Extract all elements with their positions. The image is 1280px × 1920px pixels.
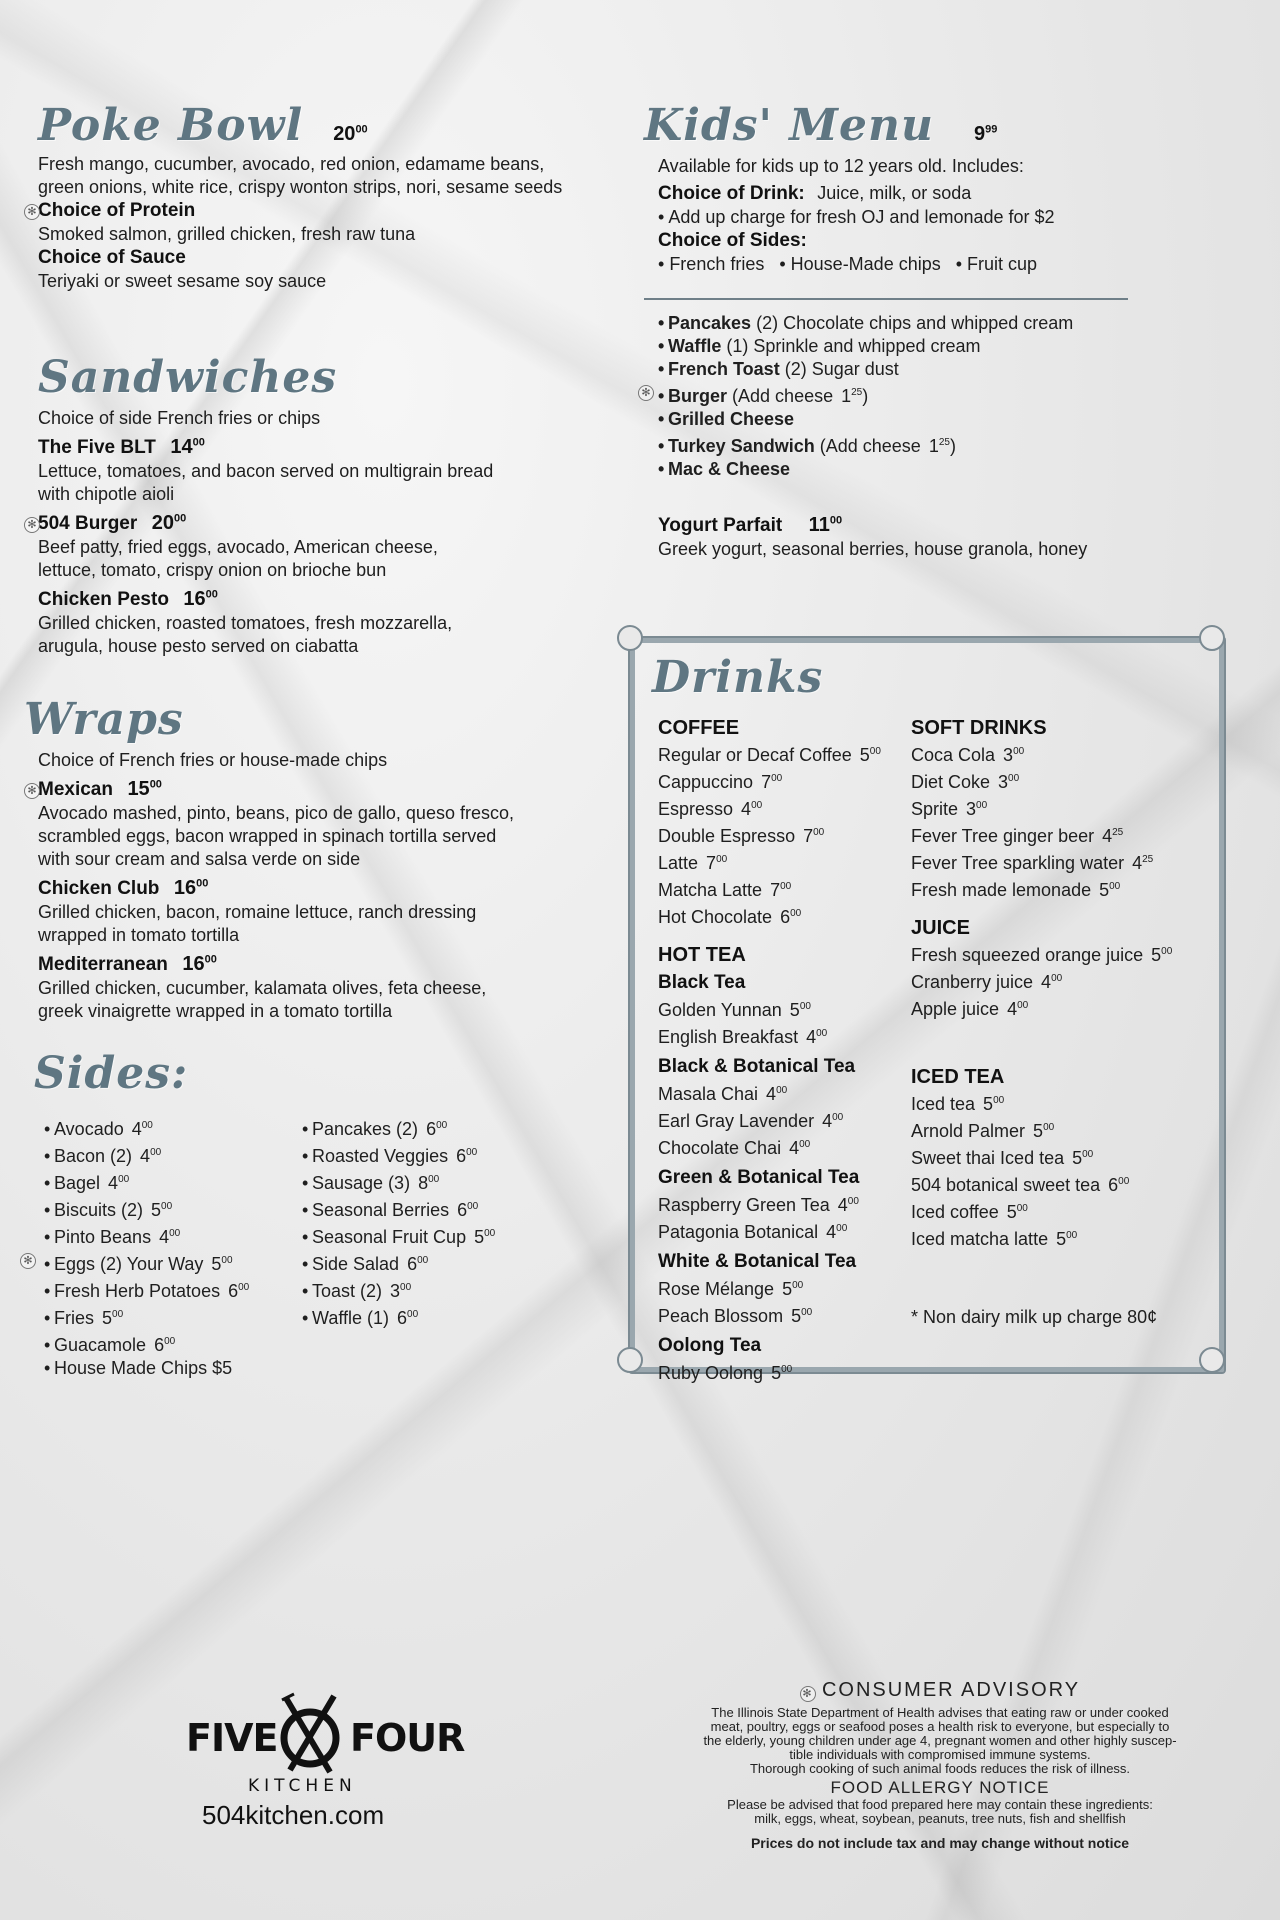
drink-item <box>658 740 908 767</box>
poke-sauce-text: Teriyaki or sweet sesame soy sauce <box>38 271 327 291</box>
drink-name: 504 botanical sweet tea <box>911 1175 1101 1195</box>
item-name: Yogurt Parfait <box>658 515 783 536</box>
item-desc: Greek yogurt, seasonal berries, house granola, honey <box>658 539 1088 559</box>
drink-item <box>658 1133 908 1160</box>
prices-note: Prices do not include tax and may change without notice <box>750 1835 1130 1851</box>
kids-item-desc: (Add cheese <box>732 386 834 406</box>
asterisk-circle-icon: ✻ <box>24 517 40 533</box>
advisory-line: The Illinois State Department of Health advises that eating raw or under cooked <box>711 1705 1169 1720</box>
drink-name: Chocolate Chai <box>658 1138 782 1158</box>
side-item: • Seasonal Fruit Cup $5^{00}$ <box>302 1227 496 1247</box>
drink-item <box>658 794 908 821</box>
item-price: $5^{00}$ <box>211 1254 233 1274</box>
item-desc: Beef patty, fried eggs, avocado, American cheese, <box>38 537 438 557</box>
item-price: $16^{00}$ <box>173 877 209 899</box>
item-desc: lettuce, tomato, crispy onion on brioche bun <box>38 560 387 580</box>
allergy-title: FOOD ALLERGY NOTICE <box>830 1778 1050 1797</box>
item-name: 504 Burger <box>38 513 138 534</box>
kids-sides-list: • French fries • House-Made chips • Fruit cup <box>658 254 1038 274</box>
side-name: Fresh Herb Potatoes <box>54 1281 221 1301</box>
drink-item <box>911 875 1211 902</box>
drink-name: Masala Chai <box>658 1084 759 1104</box>
logo-five: FIVE <box>186 1716 278 1760</box>
drink-name: Coca Cola <box>911 745 996 765</box>
kids-item: • Mac & Cheese <box>658 459 791 479</box>
drink-item <box>658 995 908 1022</box>
item-price: $5^{00}$ <box>1151 945 1173 965</box>
item-desc: Grilled chicken, bacon, romaine lettuce, ranch dressing <box>38 902 477 922</box>
frame-corner <box>1199 1347 1225 1373</box>
wraps-section <box>24 694 604 1023</box>
advisory-line: Thorough cooking of such animal foods reduces the risk of illness. <box>749 1761 1131 1776</box>
logo-kitchen: KITCHEN <box>248 1776 357 1796</box>
asterisk-circle-icon: ✻ <box>20 1253 36 1269</box>
menu-item <box>27 778 604 871</box>
drink-name: Ruby Oolong <box>658 1363 764 1383</box>
drink-item <box>911 821 1211 848</box>
drink-item <box>658 1301 908 1328</box>
drink-name: Fresh made lemonade <box>911 880 1092 900</box>
item-price: $3^{00}$ <box>390 1281 412 1301</box>
sides-list-1 <box>23 1114 304 1380</box>
item-desc: wrapped in tomato tortilla <box>38 925 240 945</box>
item-price: $7^{00}$ <box>706 853 728 873</box>
advisory-line: meat, poultry, eggs or seafood poses a health risk to everyone, but especially to <box>710 1719 1170 1734</box>
item-price: $4^{00}$ <box>766 1084 788 1104</box>
item-desc: Grilled chicken, cucumber, kalamata olives, feta cheese, <box>38 978 487 998</box>
kids-sides-label: Choice of Sides: <box>658 230 807 251</box>
item-price: $6^{00}$ <box>457 1200 479 1220</box>
drink-item <box>911 1143 1211 1170</box>
kids-item-desc: (2) Sugar dust <box>784 359 899 379</box>
side-item: • Side Salad $6^{00}$ <box>302 1254 429 1274</box>
side-name: Seasonal Berries <box>312 1200 450 1220</box>
item-price: $5^{00}$ <box>1072 1148 1094 1168</box>
kids-item: • Turkey Sandwich (Add cheese $1^{25}$) <box>658 436 956 456</box>
drink-name: Arnold Palmer <box>911 1121 1026 1141</box>
item-price: $4^{00}$ <box>826 1222 848 1242</box>
sandwiches-title: Sandwiches <box>38 352 338 403</box>
asterisk-circle-icon: ✻ <box>800 1686 816 1702</box>
drink-item <box>658 1079 908 1106</box>
side-item: • Toast (2) $3^{00}$ <box>302 1281 412 1301</box>
side-item: • Roasted Veggies $6^{00}$ <box>302 1146 478 1166</box>
item-price: $5^{00}$ <box>791 1306 813 1326</box>
drink-item <box>658 821 908 848</box>
item-price: $5^{00}$ <box>1006 1202 1028 1222</box>
item-price: $4^{00}$ <box>1041 972 1063 992</box>
drink-name: Hot Chocolate <box>658 907 773 927</box>
side-name: Guacamole <box>54 1335 147 1355</box>
side-item: • Fries $5^{00}$ <box>44 1308 124 1328</box>
tea-group: Green & Botanical Tea <box>658 1167 860 1188</box>
kids-item: ✻ • Burger (Add cheese $1^{25}$) <box>658 381 1218 408</box>
item-price: $14^{00}$ <box>170 436 205 458</box>
kids-item-name: Mac & Cheese <box>668 459 791 479</box>
drink-name: Fresh squeezed orange juice <box>911 945 1144 965</box>
drink-name: Earl Gray Lavender <box>658 1111 815 1131</box>
item-price: $4^{25}$ <box>1132 853 1154 873</box>
drink-name: Regular or Decaf Coffee <box>658 745 852 765</box>
item-desc: with chipotle aioli <box>38 484 175 504</box>
item-price: $5^{00}$ <box>474 1227 496 1247</box>
poke-desc-2: green onions, white rice, crispy wonton strips, nori, sesame seeds <box>38 177 563 197</box>
item-price: $5^{00}$ <box>1099 880 1121 900</box>
item-price: $7^{00}$ <box>770 880 792 900</box>
website-link[interactable]: 504kitchen.com <box>202 1800 385 1830</box>
kids-section <box>644 100 1224 276</box>
advisory-line: tible individuals with compromised immune systems. <box>789 1747 1091 1762</box>
tea-group: Black Tea <box>658 972 746 993</box>
poke-desc-1: Fresh mango, cucumber, avocado, red onion, edamame beans, <box>38 154 545 174</box>
item-price: $4^{00}$ <box>837 1195 859 1215</box>
item-desc: Avocado mashed, pinto, beans, pico de gallo, queso fresco, <box>38 803 514 823</box>
side-item: • Guacamole $6^{00}$ <box>44 1335 176 1355</box>
item-price: $5^{00}$ <box>771 1363 793 1383</box>
allergy-line: Please be advised that food prepared here may contain these ingredients: <box>727 1797 1153 1812</box>
drink-item <box>658 1274 908 1301</box>
side-name: Bacon (2) <box>54 1146 133 1166</box>
kids-item-desc: (1) Sprinkle and whipped cream <box>726 336 981 356</box>
kids-item: • Pancakes (2) Chocolate chips and whipped cream <box>658 313 1074 333</box>
drink-name: Fever Tree sparkling water <box>911 853 1125 873</box>
poke-price: $20^{00}$ <box>333 123 368 145</box>
tea-group: Oolong Tea <box>658 1335 762 1356</box>
drink-name: Raspberry Green Tea <box>658 1195 830 1215</box>
item-price: $4^{00}$ <box>789 1138 811 1158</box>
drink-item <box>658 1217 908 1244</box>
item-price: $11^{00}$ <box>808 514 843 536</box>
drink-name: Double Espresso <box>658 826 796 846</box>
side-name: Side Salad <box>312 1254 400 1274</box>
drink-name: Matcha Latte <box>658 880 763 900</box>
menu-item <box>27 512 598 582</box>
poke-title: Poke Bowl <box>38 100 304 151</box>
kids-item-name: Turkey Sandwich <box>668 436 815 456</box>
item-price: $16^{00}$ <box>182 953 217 975</box>
drink-item <box>658 1358 908 1385</box>
asterisk-circle-icon: ✻ <box>24 783 40 799</box>
drink-item <box>911 767 1211 794</box>
drink-name: Apple juice <box>911 999 1000 1019</box>
drinks-col-1 <box>658 716 908 1385</box>
item-price: $16^{00}$ <box>183 588 218 610</box>
menu-item <box>38 436 598 506</box>
item-price: $4^{00}$ <box>741 799 763 819</box>
kids-item-name: Waffle <box>668 336 722 356</box>
item-price: $4^{00}$ <box>822 1111 844 1131</box>
item-name: Mediterranean <box>38 954 168 975</box>
item-price: $7^{00}$ <box>761 772 783 792</box>
drinks-heading: JUICE <box>911 917 970 939</box>
drink-item <box>658 875 908 902</box>
sides-list-2 <box>302 1114 562 1330</box>
item-price: $4^{00}$ <box>806 1027 828 1047</box>
item-price: $15^{00}$ <box>127 778 162 800</box>
side-item: • Avocado $4^{00}$ <box>44 1119 153 1139</box>
item-price: $6^{00}$ <box>780 907 802 927</box>
drink-name: English Breakfast <box>658 1027 799 1047</box>
side-item: • Bagel $4^{00}$ <box>44 1173 130 1193</box>
item-price: $5^{00}$ <box>983 1094 1005 1114</box>
side-item: • Sausage (3) $8^{00}$ <box>302 1173 440 1193</box>
item-desc: Lettuce, tomatoes, and bacon served on multigrain bread <box>38 461 494 481</box>
item-desc: arugula, house pesto served on ciabatta <box>38 636 359 656</box>
frame-corner <box>617 625 643 651</box>
kids-item-desc-close: ) <box>949 436 956 456</box>
menu-item <box>38 588 598 658</box>
item-price: $8^{00}$ <box>418 1173 440 1193</box>
item-price: $4^{00}$ <box>1007 999 1029 1019</box>
poke-section <box>27 100 598 293</box>
side-name: Fries <box>54 1308 94 1328</box>
drink-name: Diet Coke <box>911 772 991 792</box>
item-price: $6^{00}$ <box>397 1308 419 1328</box>
side-item: • Pancakes (2) $6^{00}$ <box>302 1119 448 1139</box>
item-price: $20^{00}$ <box>151 512 187 534</box>
drink-item <box>658 1106 908 1133</box>
side-item: • Bacon (2) $4^{00}$ <box>44 1146 162 1166</box>
drink-item <box>911 1197 1211 1224</box>
side-name: House Made Chips $5 <box>54 1358 233 1378</box>
item-price: $5^{00}$ <box>789 1000 811 1020</box>
drink-item <box>911 1089 1211 1116</box>
item-price: $6^{00}$ <box>456 1146 478 1166</box>
drinks-heading: HOT TEA <box>658 944 746 966</box>
menu-item <box>38 877 604 947</box>
poke-protein-text: Smoked salmon, grilled chicken, fresh raw tuna <box>38 224 416 244</box>
drinks-heading: SOFT DRINKS <box>911 717 1047 739</box>
sides-section <box>34 1048 594 1099</box>
side-item: • Seasonal Berries $6^{00}$ <box>302 1200 479 1220</box>
kids-items-list <box>641 312 1218 481</box>
drink-item <box>658 1022 908 1049</box>
kids-item-desc-close: ) <box>862 386 869 406</box>
drink-name: Sprite <box>911 799 959 819</box>
fork-knife-icon <box>272 1690 348 1780</box>
kids-item: • Waffle (1) Sprinkle and whipped cream <box>658 336 981 356</box>
frame-corner <box>1199 625 1225 651</box>
kids-item-desc: (2) Chocolate chips and whipped cream <box>756 313 1074 333</box>
item-price: $3^{00}$ <box>966 799 988 819</box>
drink-item <box>911 794 1211 821</box>
item-price: $4^{25}$ <box>1102 826 1124 846</box>
side-name: Sausage (3) <box>312 1173 411 1193</box>
item-price: $6^{00}$ <box>228 1281 250 1301</box>
kids-drink-label: Choice of Drink: <box>658 183 805 204</box>
kids-item-name: French Toast <box>668 359 780 379</box>
side-name: Pinto Beans <box>54 1227 152 1247</box>
item-price: $4^{00}$ <box>131 1119 153 1139</box>
item-desc: Grilled chicken, roasted tomatoes, fresh mozzarella, <box>38 613 453 633</box>
drink-item <box>911 994 1211 1021</box>
asterisk-circle-icon: ✻ <box>24 204 40 220</box>
drink-item <box>911 1170 1211 1197</box>
item-price: $7^{00}$ <box>803 826 825 846</box>
item-desc: with sour cream and salsa verde on side <box>38 849 361 869</box>
drinks-heading: ICED TEA <box>911 1066 1005 1088</box>
side-item: • Pinto Beans $4^{00}$ <box>44 1227 181 1247</box>
drink-item <box>911 848 1211 875</box>
kids-divider <box>644 298 1128 300</box>
kids-drink-text: Juice, milk, or soda <box>817 183 972 203</box>
drink-item <box>911 1224 1211 1251</box>
item-price: $5^{00}$ <box>1056 1229 1078 1249</box>
item-price: $6^{00}$ <box>407 1254 429 1274</box>
side-item: • House Made Chips $5 <box>44 1358 233 1378</box>
non-dairy-note: * Non dairy milk up charge 80¢ <box>911 1307 1158 1327</box>
drinks-col-2 <box>911 716 1211 1251</box>
asterisk-circle-icon: ✻ <box>638 385 654 401</box>
kids-availability: Available for kids up to 12 years old. Includes: <box>658 156 1024 176</box>
side-name: Toast (2) <box>312 1281 383 1301</box>
allergy-line: milk, eggs, wheat, soybean, peanuts, tree nuts, fish and shellfish <box>754 1811 1126 1826</box>
item-price: $1^{25}$ <box>928 436 950 456</box>
tea-group: Black & Botanical Tea <box>658 1056 856 1077</box>
drink-name: Espresso <box>658 799 734 819</box>
item-price: $3^{00}$ <box>998 772 1020 792</box>
item-desc: scrambled eggs, bacon wrapped in spinach tortilla served <box>38 826 497 846</box>
item-price: $6^{00}$ <box>154 1335 176 1355</box>
side-name: Pancakes (2) <box>312 1119 419 1139</box>
item-name: The Five BLT <box>38 437 156 458</box>
side-item: • Fresh Herb Potatoes $6^{00}$ <box>44 1281 250 1301</box>
sides-title: Sides: <box>34 1048 189 1099</box>
drink-item <box>911 940 1211 967</box>
item-price: $5^{00}$ <box>1033 1121 1055 1141</box>
item-price: $6^{00}$ <box>1108 1175 1130 1195</box>
drinks-heading: COFFEE <box>658 717 740 739</box>
side-item: • Biscuits (2) $5^{00}$ <box>44 1200 173 1220</box>
drink-name: Latte <box>658 853 699 873</box>
drink-name: Peach Blossom <box>658 1306 784 1326</box>
item-price: $1^{25}$ <box>841 386 863 406</box>
side-name: Biscuits (2) <box>54 1200 144 1220</box>
kids-drink-upcharge: • Add up charge for fresh OJ and lemonade for $2 <box>658 207 1055 227</box>
side-item: • Waffle (1) $6^{00}$ <box>302 1308 419 1328</box>
side-name: Eggs (2) Your Way <box>54 1254 204 1274</box>
drink-item <box>658 848 908 875</box>
drink-item <box>911 1116 1211 1143</box>
item-name: Chicken Pesto <box>38 589 169 610</box>
item-price: $6^{00}$ <box>426 1119 448 1139</box>
side-name: Seasonal Fruit Cup <box>312 1227 467 1247</box>
kids-item-name: Burger <box>668 386 728 406</box>
tea-group: White & Botanical Tea <box>658 1251 857 1272</box>
item-name: Chicken Club <box>38 878 160 899</box>
kids-item: • French Toast (2) Sugar dust <box>658 359 899 379</box>
drink-name: Golden Yunnan <box>658 1000 782 1020</box>
poke-protein-label: Choice of Protein <box>38 200 196 221</box>
drink-item <box>658 902 908 929</box>
drinks-title-wrap <box>652 652 823 703</box>
side-name: Waffle (1) <box>312 1308 390 1328</box>
drink-item <box>911 967 1211 994</box>
kids-title: Kids' Menu <box>644 100 934 151</box>
side-name: Roasted Veggies <box>312 1146 449 1166</box>
item-price: $5^{00}$ <box>782 1279 804 1299</box>
poke-sauce-label: Choice of Sauce <box>38 247 186 268</box>
advisory-title: ✻ CONSUMER ADVISORY <box>660 1678 1220 1702</box>
kids-item-desc: (Add cheese <box>819 436 921 456</box>
kids-price: $9^{99}$ <box>973 123 998 145</box>
drink-name: Sweet thai Iced tea <box>911 1148 1065 1168</box>
item-desc: greek vinaigrette wrapped in a tomato tortilla <box>38 1001 393 1021</box>
wraps-note: Choice of French fries or house-made chips <box>38 750 388 770</box>
drink-name: Patagonia Botanical <box>658 1222 819 1242</box>
kids-item: • Grilled Cheese <box>658 409 795 429</box>
frame-corner <box>617 1347 643 1373</box>
side-item: ✻ • Eggs (2) Your Way $5^{00}$ <box>44 1249 304 1276</box>
item-price: $4^{00}$ <box>108 1173 130 1193</box>
item-price: $5^{00}$ <box>151 1200 173 1220</box>
kids-item-name: Pancakes <box>668 313 752 333</box>
drink-name: Iced tea <box>911 1094 976 1114</box>
drink-name: Rose Mélange <box>658 1279 775 1299</box>
consumer-advisory <box>660 1678 1220 1850</box>
menu-item <box>38 953 604 1023</box>
drink-item <box>658 1190 908 1217</box>
drink-name: Cranberry juice <box>911 972 1034 992</box>
logo-four: FOUR <box>350 1716 465 1760</box>
item-price: $5^{00}$ <box>859 745 881 765</box>
yogurt-parfait <box>658 514 1218 561</box>
item-name: Mexican <box>38 779 113 800</box>
drink-name: Iced coffee <box>911 1202 999 1222</box>
drink-name: Iced matcha latte <box>911 1229 1049 1249</box>
drink-name: Cappuccino <box>658 772 754 792</box>
drinks-title: Drinks <box>652 652 824 703</box>
logo <box>180 1690 465 1830</box>
drink-name: Fever Tree ginger beer <box>911 826 1095 846</box>
side-name: Avocado <box>54 1119 124 1139</box>
sandwiches-note: Choice of side French fries or chips <box>38 408 321 428</box>
advisory-line: the elderly, young children under age 4, pregnant women and other highly suscep- <box>703 1733 1177 1748</box>
side-name: Bagel <box>54 1173 101 1193</box>
drink-item <box>658 767 908 794</box>
kids-item-name: Grilled Cheese <box>668 409 795 429</box>
sandwiches-section <box>27 352 598 658</box>
wraps-title: Wraps <box>24 694 184 745</box>
item-price: $4^{00}$ <box>159 1227 181 1247</box>
item-price: $3^{00}$ <box>1003 745 1025 765</box>
item-price: $4^{00}$ <box>140 1146 162 1166</box>
item-price: $5^{00}$ <box>102 1308 124 1328</box>
drink-item <box>911 740 1211 767</box>
